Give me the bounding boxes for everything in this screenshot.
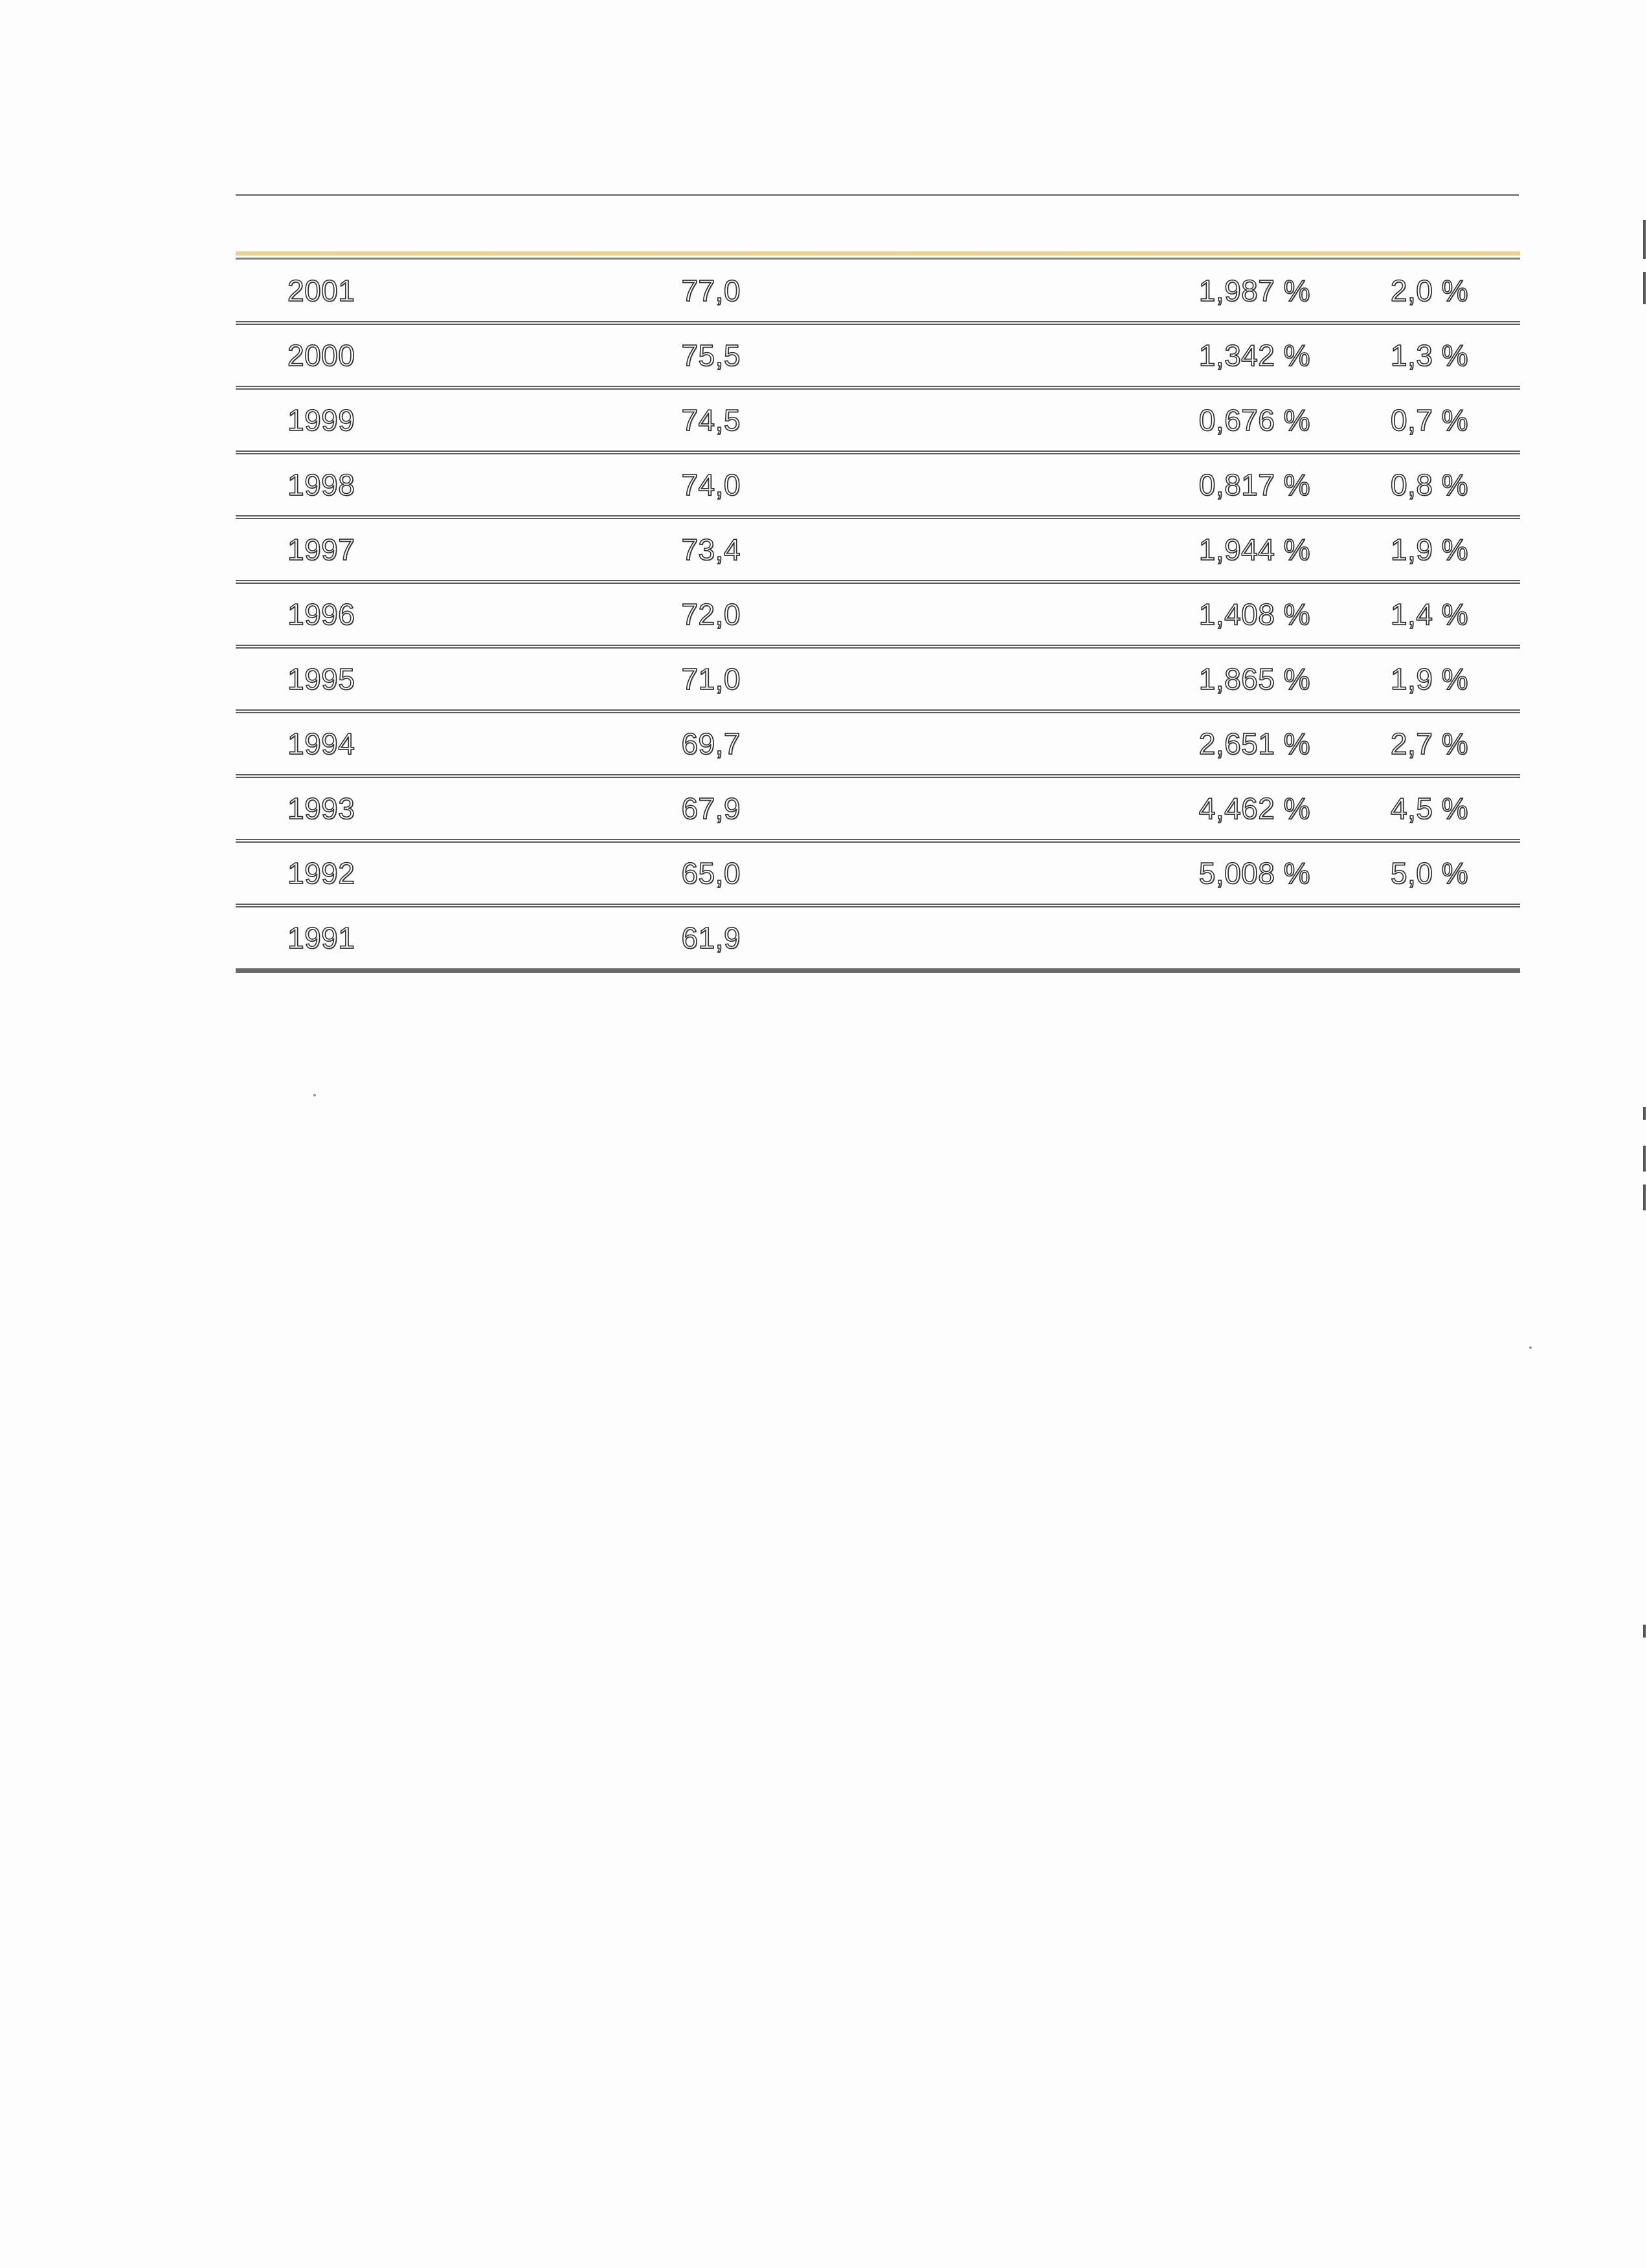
value-cell: 77,0 [546,260,741,323]
table-row [236,906,1520,971]
scan-speck [313,1094,316,1096]
year-cell: 1993 [236,776,546,841]
value-cell: 74,5 [546,388,741,452]
scan-edge-mark [1643,220,1646,259]
change-rounded-cell: 1,9 % [1323,647,1520,711]
change-rounded-cell: 1,4 % [1323,582,1520,647]
year-cell: 1991 [236,906,546,971]
change-percent-cell: 0,817 % [741,452,1323,517]
change-rounded-cell: 5,0 % [1323,841,1520,906]
change-rounded-cell: 0,8 % [1323,452,1520,517]
scan-edge-mark [1643,1184,1646,1210]
change-rounded-cell: 4,5 % [1323,776,1520,841]
table-row [236,776,1520,841]
table-row [236,582,1520,647]
year-cell: 1995 [236,647,546,711]
change-percent-cell [741,906,1323,971]
table-row [236,323,1520,388]
value-cell: 71,0 [546,647,741,711]
scan-speck [1529,1346,1532,1349]
year-cell: 1998 [236,452,546,517]
value-cell: 69,7 [546,711,741,776]
year-cell: 2001 [236,260,546,323]
scan-edge-mark [1643,1146,1646,1172]
change-rounded-cell: 2,0 % [1323,260,1520,323]
value-cell: 61,9 [546,906,741,971]
value-cell: 67,9 [546,776,741,841]
table-row [236,388,1520,452]
change-percent-cell: 5,008 % [741,841,1323,906]
change-percent-cell: 1,342 % [741,323,1323,388]
year-cell: 1996 [236,582,546,647]
change-rounded-cell: 1,3 % [1323,323,1520,388]
year-cell: 1992 [236,841,546,906]
top-rule [236,194,1519,196]
value-cell: 72,0 [546,582,741,647]
scan-edge-mark [1643,1625,1646,1638]
value-cell: 74,0 [546,452,741,517]
change-rounded-cell: 2,7 % [1323,711,1520,776]
change-percent-cell: 0,676 % [741,388,1323,452]
change-percent-cell: 2,651 % [741,711,1323,776]
year-cell: 1997 [236,517,546,582]
change-rounded-cell [1323,906,1520,971]
value-cell: 73,4 [546,517,741,582]
change-percent-cell: 1,408 % [741,582,1323,647]
table-row [236,452,1520,517]
change-rounded-cell: 1,9 % [1323,517,1520,582]
scan-edge-mark [1643,272,1646,304]
value-cell: 65,0 [546,841,741,906]
year-cell: 1994 [236,711,546,776]
table-row [236,647,1520,711]
table-row [236,517,1520,582]
table-row [236,711,1520,776]
change-percent-cell: 1,865 % [741,647,1323,711]
change-percent-cell: 4,462 % [741,776,1323,841]
header-accent-rule [236,251,1520,256]
change-percent-cell: 1,944 % [741,517,1323,582]
year-cell: 2000 [236,323,546,388]
table-row [236,260,1520,323]
scan-edge-mark [1643,1107,1646,1120]
header-rule [236,258,1520,260]
table-row [236,841,1520,906]
data-table [236,260,1520,973]
change-percent-cell: 1,987 % [741,260,1323,323]
change-rounded-cell: 0,7 % [1323,388,1520,452]
year-cell: 1999 [236,388,546,452]
value-cell: 75,5 [546,323,741,388]
